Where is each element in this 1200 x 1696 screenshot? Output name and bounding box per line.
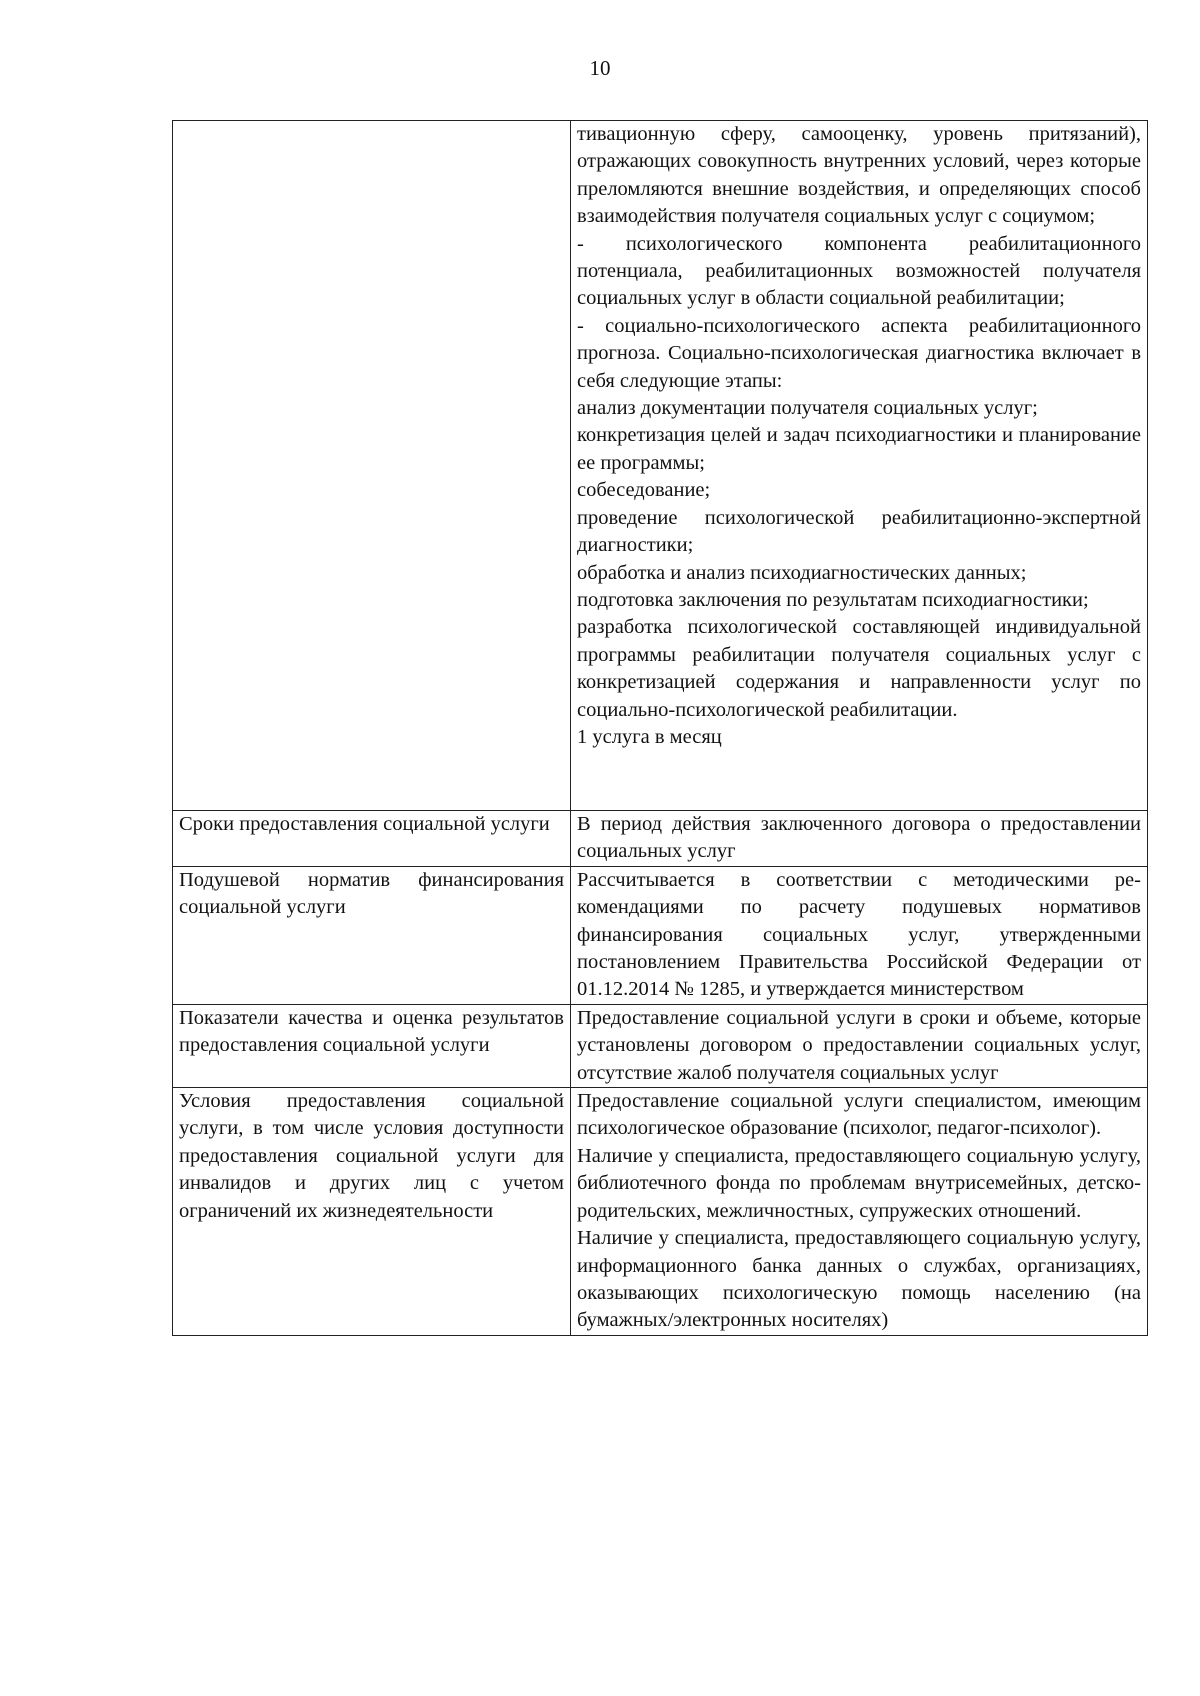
service-description-table xyxy=(172,120,1148,1336)
row-label-cell: Сроки предоставления социальной услуги xyxy=(173,811,571,867)
table-row xyxy=(173,1088,1148,1336)
paragraph: собеседование; xyxy=(577,479,711,502)
paragraph: разработка психологической составляющей индивидуальной программы реабилитации получателя социальных услуг с конкретизацией содержания и направленности услуг по социально-психологической реабилитации. xyxy=(577,616,1141,721)
paragraph: - социально-психологического аспекта реабилитационного прогноза. Социально-психологическая диагностика включает в себя следующие этапы: xyxy=(577,314,1141,392)
paragraph: Предоставление социальной услуги специалистом, имеющим психологическое образование (психолог, педагог-психолог). xyxy=(577,1090,1141,1140)
paragraph: Рассчитывается в соответствии с методическими рекомендациями по расчету подушевых нормативов финансирования социальных услуг, утвержденными постановлением Правительства Российской Федерации от 01.12.2014 № 1285, и утверждается министерством xyxy=(577,868,1141,1001)
row-content-cell xyxy=(571,1088,1148,1336)
page-number: 10 xyxy=(589,56,611,80)
row-content-cell xyxy=(571,811,1148,867)
paragraph: - психологического компонента реабилитационного потенциала, реабилитационных возможностей получателя социальных услуг в области социальной реабилитации; xyxy=(577,232,1141,310)
table-row xyxy=(173,1004,1148,1087)
row-content-cell xyxy=(571,866,1148,1004)
paragraph: Наличие у специалиста, предоставляющего социальную услугу, информационного банка данных о службах, организациях, оказывающих психологическую помощь населению (на бумажных/электронных носителях) xyxy=(577,1227,1141,1332)
table-row xyxy=(173,811,1148,867)
table-row xyxy=(173,866,1148,1004)
row-label-cell: Условия предоставления социальной услуги, в том числе условия доступности предоставления социальной услуги для инвалидов и других лиц с учетом ограничений их жизнедеятельности xyxy=(173,1088,571,1336)
paragraph: подготовка заключения по результатам психодиагностики; xyxy=(577,588,1089,611)
paragraph: конкретизация целей и задач психодиагностики и планирование ее программы; xyxy=(577,424,1141,474)
row-content-cell xyxy=(571,1004,1148,1087)
paragraph: Наличие у специалиста, предоставляющего социальную услугу, библиотечного фонда по проблемам внутрисемейных, детско-родительских, межличностных, супружеских отношений. xyxy=(577,1144,1141,1222)
row-label-cell: Подушевой норматив финансирования социальной услуги xyxy=(173,866,571,1004)
paragraph: Предоставление социальной услуги в сроки и объеме, которые установлены договором о предоставлении социальных услуг, отсутствие жалоб получателя социальных услуг xyxy=(577,1006,1141,1084)
paragraph: обработка и анализ психодиагностических данных; xyxy=(577,561,1027,584)
paragraph: проведение психологической реабилитационно-экспертной диагностики; xyxy=(577,506,1141,557)
table-row xyxy=(173,121,1148,811)
row-label-cell: Показатели качества и оценка результатов предоставления социальной услуги xyxy=(173,1004,571,1087)
paragraph: В период действия заключенного договора о предоставлении социальных услуг xyxy=(577,813,1141,863)
paragraph: тивационную сферу, самооценку, уровень притязаний), отражающих совокупность внутренних условий, через которые преломляются внешние воздействия, и определяющих способ взаимодействия получателя социальных услуг с социумом; xyxy=(577,123,1141,228)
row-content-cell xyxy=(571,121,1148,811)
paragraph: 1 услуга в месяц xyxy=(577,725,722,748)
row-label-cell xyxy=(173,121,571,811)
paragraph: анализ документации получателя социальных услуг; xyxy=(577,397,1038,420)
